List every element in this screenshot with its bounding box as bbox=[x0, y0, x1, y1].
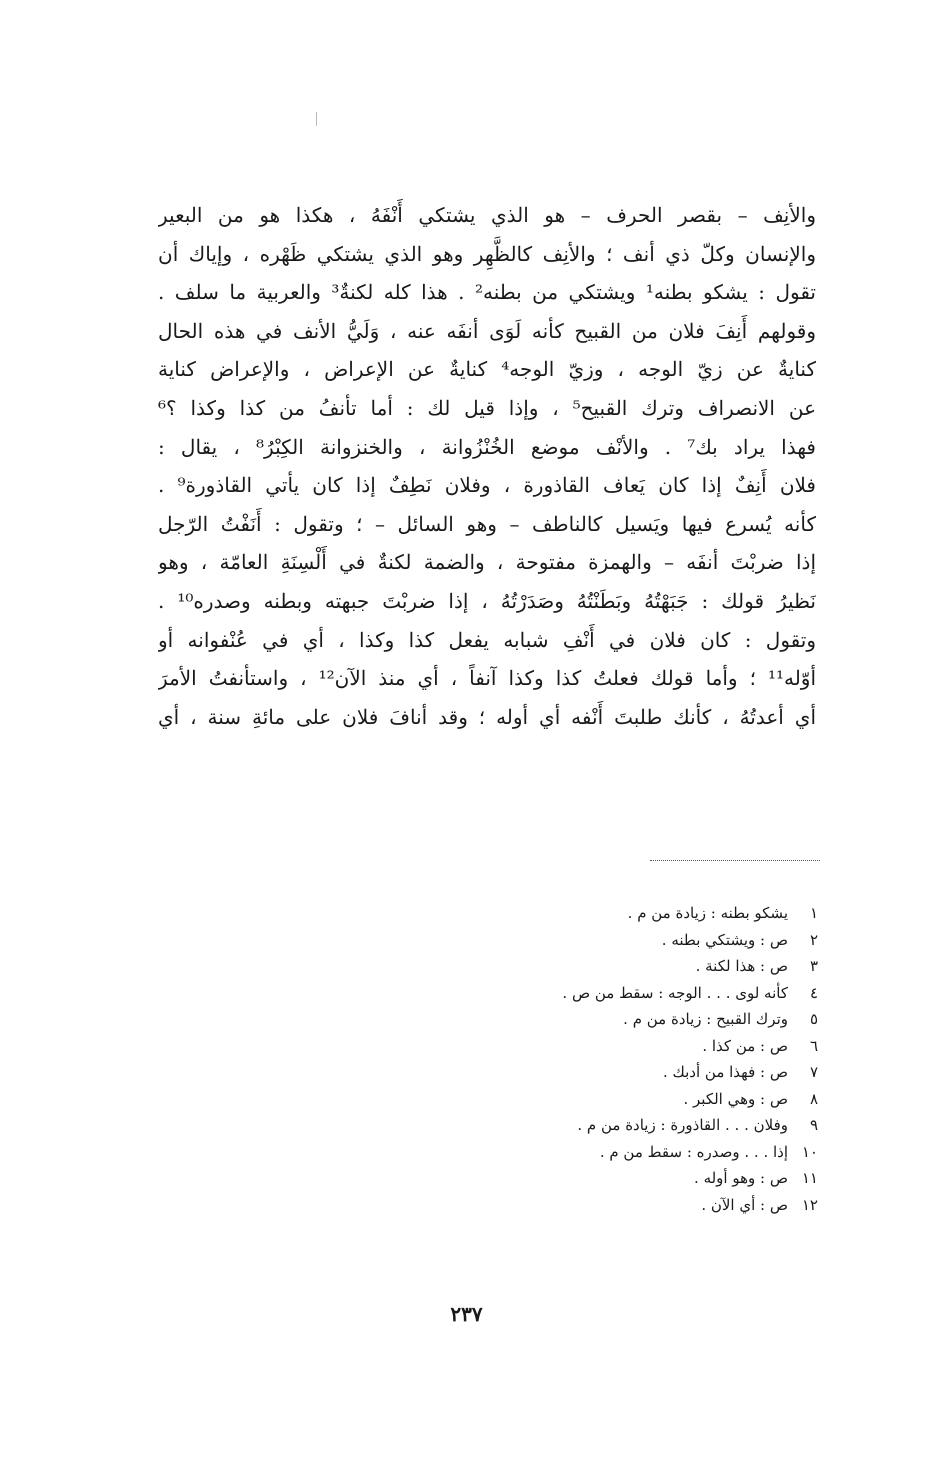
text-line: عن الانصراف وترك القبيح⁵ ، وإذا قيل لك : أما تأنفُ من كذا وكذا ؟⁶ bbox=[158, 395, 816, 420]
text-line: وتقول : كان فلان في أَنْفِ شبابه يفعل كذا وكذا ، أي في عُنْفوانه أو bbox=[158, 627, 816, 652]
footnote-number: ٨ bbox=[809, 1089, 818, 1108]
footnote-number: ١١ bbox=[801, 1169, 818, 1187]
footnote-text: كأنه لوى . . . الوجه : سقط من ص . bbox=[562, 983, 788, 1002]
footnote-text: ص : هذا لكنة . bbox=[695, 957, 788, 975]
text-line: فهذا يراد بك⁷ . والأنْف موضع الخُنْزُوانة ، والخنزوانة الكِبْرُ⁸ ، يقال : bbox=[158, 434, 816, 459]
text-line: كنايةٌ عن زيّ الوجه ، وزيّ الوجه⁴ كنايةٌ عن الإعراض ، والإعراض كناية bbox=[158, 357, 816, 382]
footnote bbox=[398, 953, 818, 980]
scan-speck bbox=[316, 112, 317, 126]
footnote-number: ٢ bbox=[809, 930, 818, 949]
footnote-number: ١٠ bbox=[801, 1142, 818, 1161]
text-line: فلان أَنِفٌ إذا كان يَعاف القاذورة ، وفلان نَطِفٌ إذا كان يأتي القاذورة⁹ . bbox=[158, 473, 816, 498]
main-text-block bbox=[158, 196, 816, 736]
text-line: وقولهم أَنِفَ فلان من القبيح كأنه لَوَى أنفَه عنه ، وَلَيُّ الأنف في هذه الحال bbox=[158, 318, 816, 343]
footnote bbox=[398, 1139, 818, 1166]
footnote bbox=[398, 1059, 818, 1086]
footnote-text: ص : أي الآن . bbox=[701, 1195, 788, 1214]
footnote-number: ٥ bbox=[809, 1010, 818, 1028]
footnote-text: ص : وهو أوله . bbox=[694, 1169, 788, 1187]
footnote bbox=[398, 980, 818, 1007]
footnote bbox=[398, 900, 818, 927]
footnote bbox=[398, 1112, 818, 1139]
footnote-text: ص : من كذا . bbox=[702, 1036, 788, 1055]
footnote-text: ص : وهي الكبر . bbox=[683, 1089, 788, 1108]
footnote-text: ص : ويشتكي بطنه . bbox=[661, 930, 788, 949]
footnote-text: وترك القبيح : زيادة من م . bbox=[623, 1010, 788, 1028]
footnote-number: ٩ bbox=[809, 1116, 818, 1134]
footnote-text: وفلان . . . القاذورة : زيادة من م . bbox=[577, 1116, 788, 1134]
text-line: أوّله¹¹ ؛ وأما قولك فعلتُ كذا وكذا آنفاً ، أي منذ الآن¹² ، واستأنفتُ الأمرَ bbox=[158, 666, 816, 691]
footnote-number: ٣ bbox=[809, 957, 818, 975]
footnote-text: يشكو بطنه : زيادة من م . bbox=[627, 904, 788, 922]
footnote bbox=[398, 1033, 818, 1060]
text-line: نَظيرُ قولك : جَبَهْتُهُ وبَطَنْتُهُ وصَدَرْتُهُ ، إذا ضربْتَ جبهته وبطنه وصدره¹⁰ . bbox=[158, 588, 816, 613]
footnote bbox=[398, 1006, 818, 1033]
text-line: تقول : يشكو بطنه¹ ويشتكي من بطنه² . هذا كله لكنةٌ³ والعربية ما سلف . bbox=[158, 280, 816, 305]
footnote-number: ١٢ bbox=[801, 1195, 818, 1214]
footnote bbox=[398, 927, 818, 954]
footnote-number: ٧ bbox=[809, 1063, 818, 1081]
footnote-text: ص : فهذا من أدبك . bbox=[662, 1063, 788, 1081]
footnote-number: ٦ bbox=[809, 1036, 818, 1055]
text-line: والأنِف – بقصر الحرف – هو الذي يشتكي أَنْفَهُ ، هكذا هو من البعير bbox=[158, 203, 816, 227]
footnote-separator bbox=[650, 860, 820, 861]
text-line: إذا ضربْتَ أنفَه – والهمزة مفتوحة ، والضمة لكنةٌ في أَلْسِنَةِ العامّة ، وهو bbox=[158, 550, 816, 575]
footnote bbox=[398, 1086, 818, 1113]
text-line: كأنه يُسرع فيها ويَسيل كالناطف – وهو السائل – ؛ وتقول : أَنَفْتُ الرّجل bbox=[158, 511, 816, 536]
page-number: ٢٣٧ bbox=[450, 1302, 483, 1326]
text-line: والإنسان وكلّ ذي أنف ؛ والأنِف كالظَّهِر وهو الذي يشتكي ظَهْره ، وإياك أن bbox=[158, 241, 816, 266]
footnote-text: إذا . . . وصدره : سقط من م . bbox=[599, 1142, 788, 1161]
footnote bbox=[398, 1192, 818, 1219]
footnotes-list bbox=[398, 900, 818, 1218]
footnote bbox=[398, 1165, 818, 1192]
footnote-number: ٤ bbox=[809, 983, 818, 1002]
footnote-number: ١ bbox=[809, 904, 818, 922]
text-line: أي أعدتُهُ ، كأنك طلبتَ أَنْفه أي أوله ؛ وقد أنافَ فلان على مائةِ سنة ، أي bbox=[158, 704, 816, 729]
